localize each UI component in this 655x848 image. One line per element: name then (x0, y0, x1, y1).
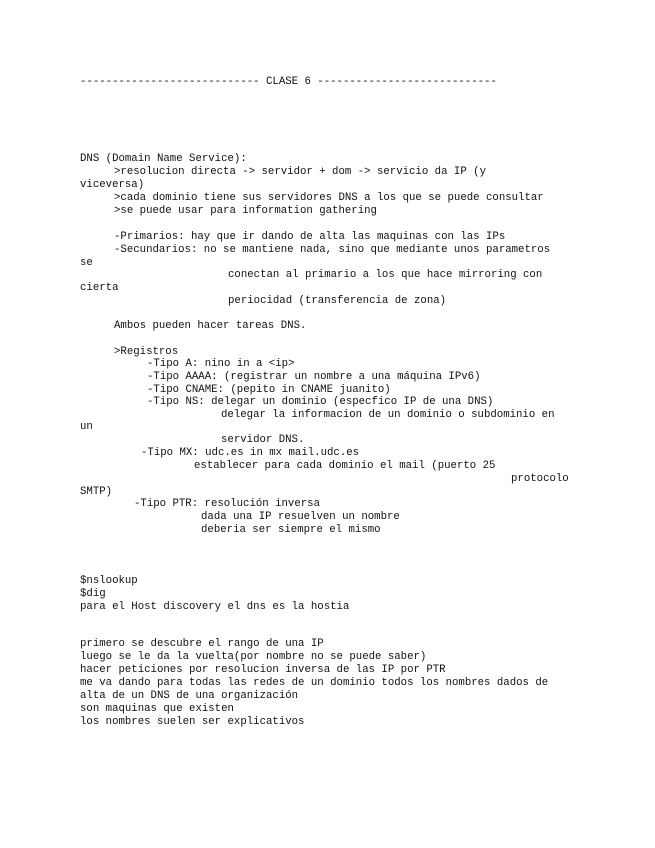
text-line: SMTP) (80, 486, 113, 498)
text-line: protocolo (511, 473, 569, 485)
text-line: -Secundarios: no se mantiene nada, sino que mediante unos parametros (114, 244, 551, 256)
text-line: -Tipo A: nino in a <ip> (147, 358, 295, 370)
text-line: Ambos pueden hacer tareas DNS. (114, 320, 307, 332)
text-line: viceversa) (80, 179, 145, 191)
text-line: >se puede usar para information gathering (114, 205, 377, 217)
text-line: hacer peticiones por resolucion inversa de las IP por PTR (80, 664, 446, 676)
text-line: conectan al primario a los que hace mirroring con (228, 269, 543, 281)
text-line: deberia ser siempre el mismo (201, 524, 381, 536)
text-line: -Tipo CNAME: (pepito in CNAME juanito) (147, 384, 391, 396)
text-line: delegar la informacion de un dominio o subdominio en (221, 409, 555, 421)
text-line: DNS (Domain Name Service): (80, 153, 247, 165)
text-line: servidor DNS. (221, 434, 305, 446)
command-line: $nslookup (80, 575, 138, 587)
text-line: >Registros (114, 346, 179, 358)
text-line: -Tipo NS: delegar un dominio (especfico IP de una DNS) (147, 396, 494, 408)
text-line: periocidad (transferencia de zona) (228, 295, 447, 307)
text-line: alta de un DNS de una organización (80, 690, 299, 702)
command-line: $dig (80, 588, 106, 600)
text-line: -Tipo PTR: resolución inversa (134, 498, 320, 510)
text-line: >cada dominio tiene sus servidores DNS a los que se puede consultar (114, 192, 544, 204)
text-line: -Primarios: hay que ir dando de alta las maquinas con las IPs (114, 231, 506, 243)
class-header: ---------------------------- CLASE 6 ---------------------------- (80, 76, 497, 88)
text-line: me va dando para todas las redes de un dominio todos los nombres dados de (80, 677, 549, 689)
text-line: establecer para cada dominio el mail (puerto 25 (194, 460, 496, 472)
text-line: cierta (80, 282, 119, 294)
text-line: primero se descubre el rango de una IP (80, 638, 324, 650)
text-line: se (80, 257, 93, 269)
text-line: son maquinas que existen (80, 703, 234, 715)
text-line: -Tipo AAAA: (registrar un nombre a una máquina IPv6) (147, 371, 481, 383)
text-line: dada una IP resuelven un nombre (201, 511, 400, 523)
text-line: luego se le da la vuelta(por nombre no se puede saber) (80, 651, 427, 663)
text-line: un (80, 421, 93, 433)
text-line: >resolucion directa -> servidor + dom -> servicio da IP (y (114, 166, 486, 178)
text-line: para el Host discovery el dns es la hostia (80, 601, 350, 613)
text-line: -Tipo MX: udc.es in mx mail.udc.es (141, 447, 360, 459)
text-line: los nombres suelen ser explicativos (80, 716, 305, 728)
